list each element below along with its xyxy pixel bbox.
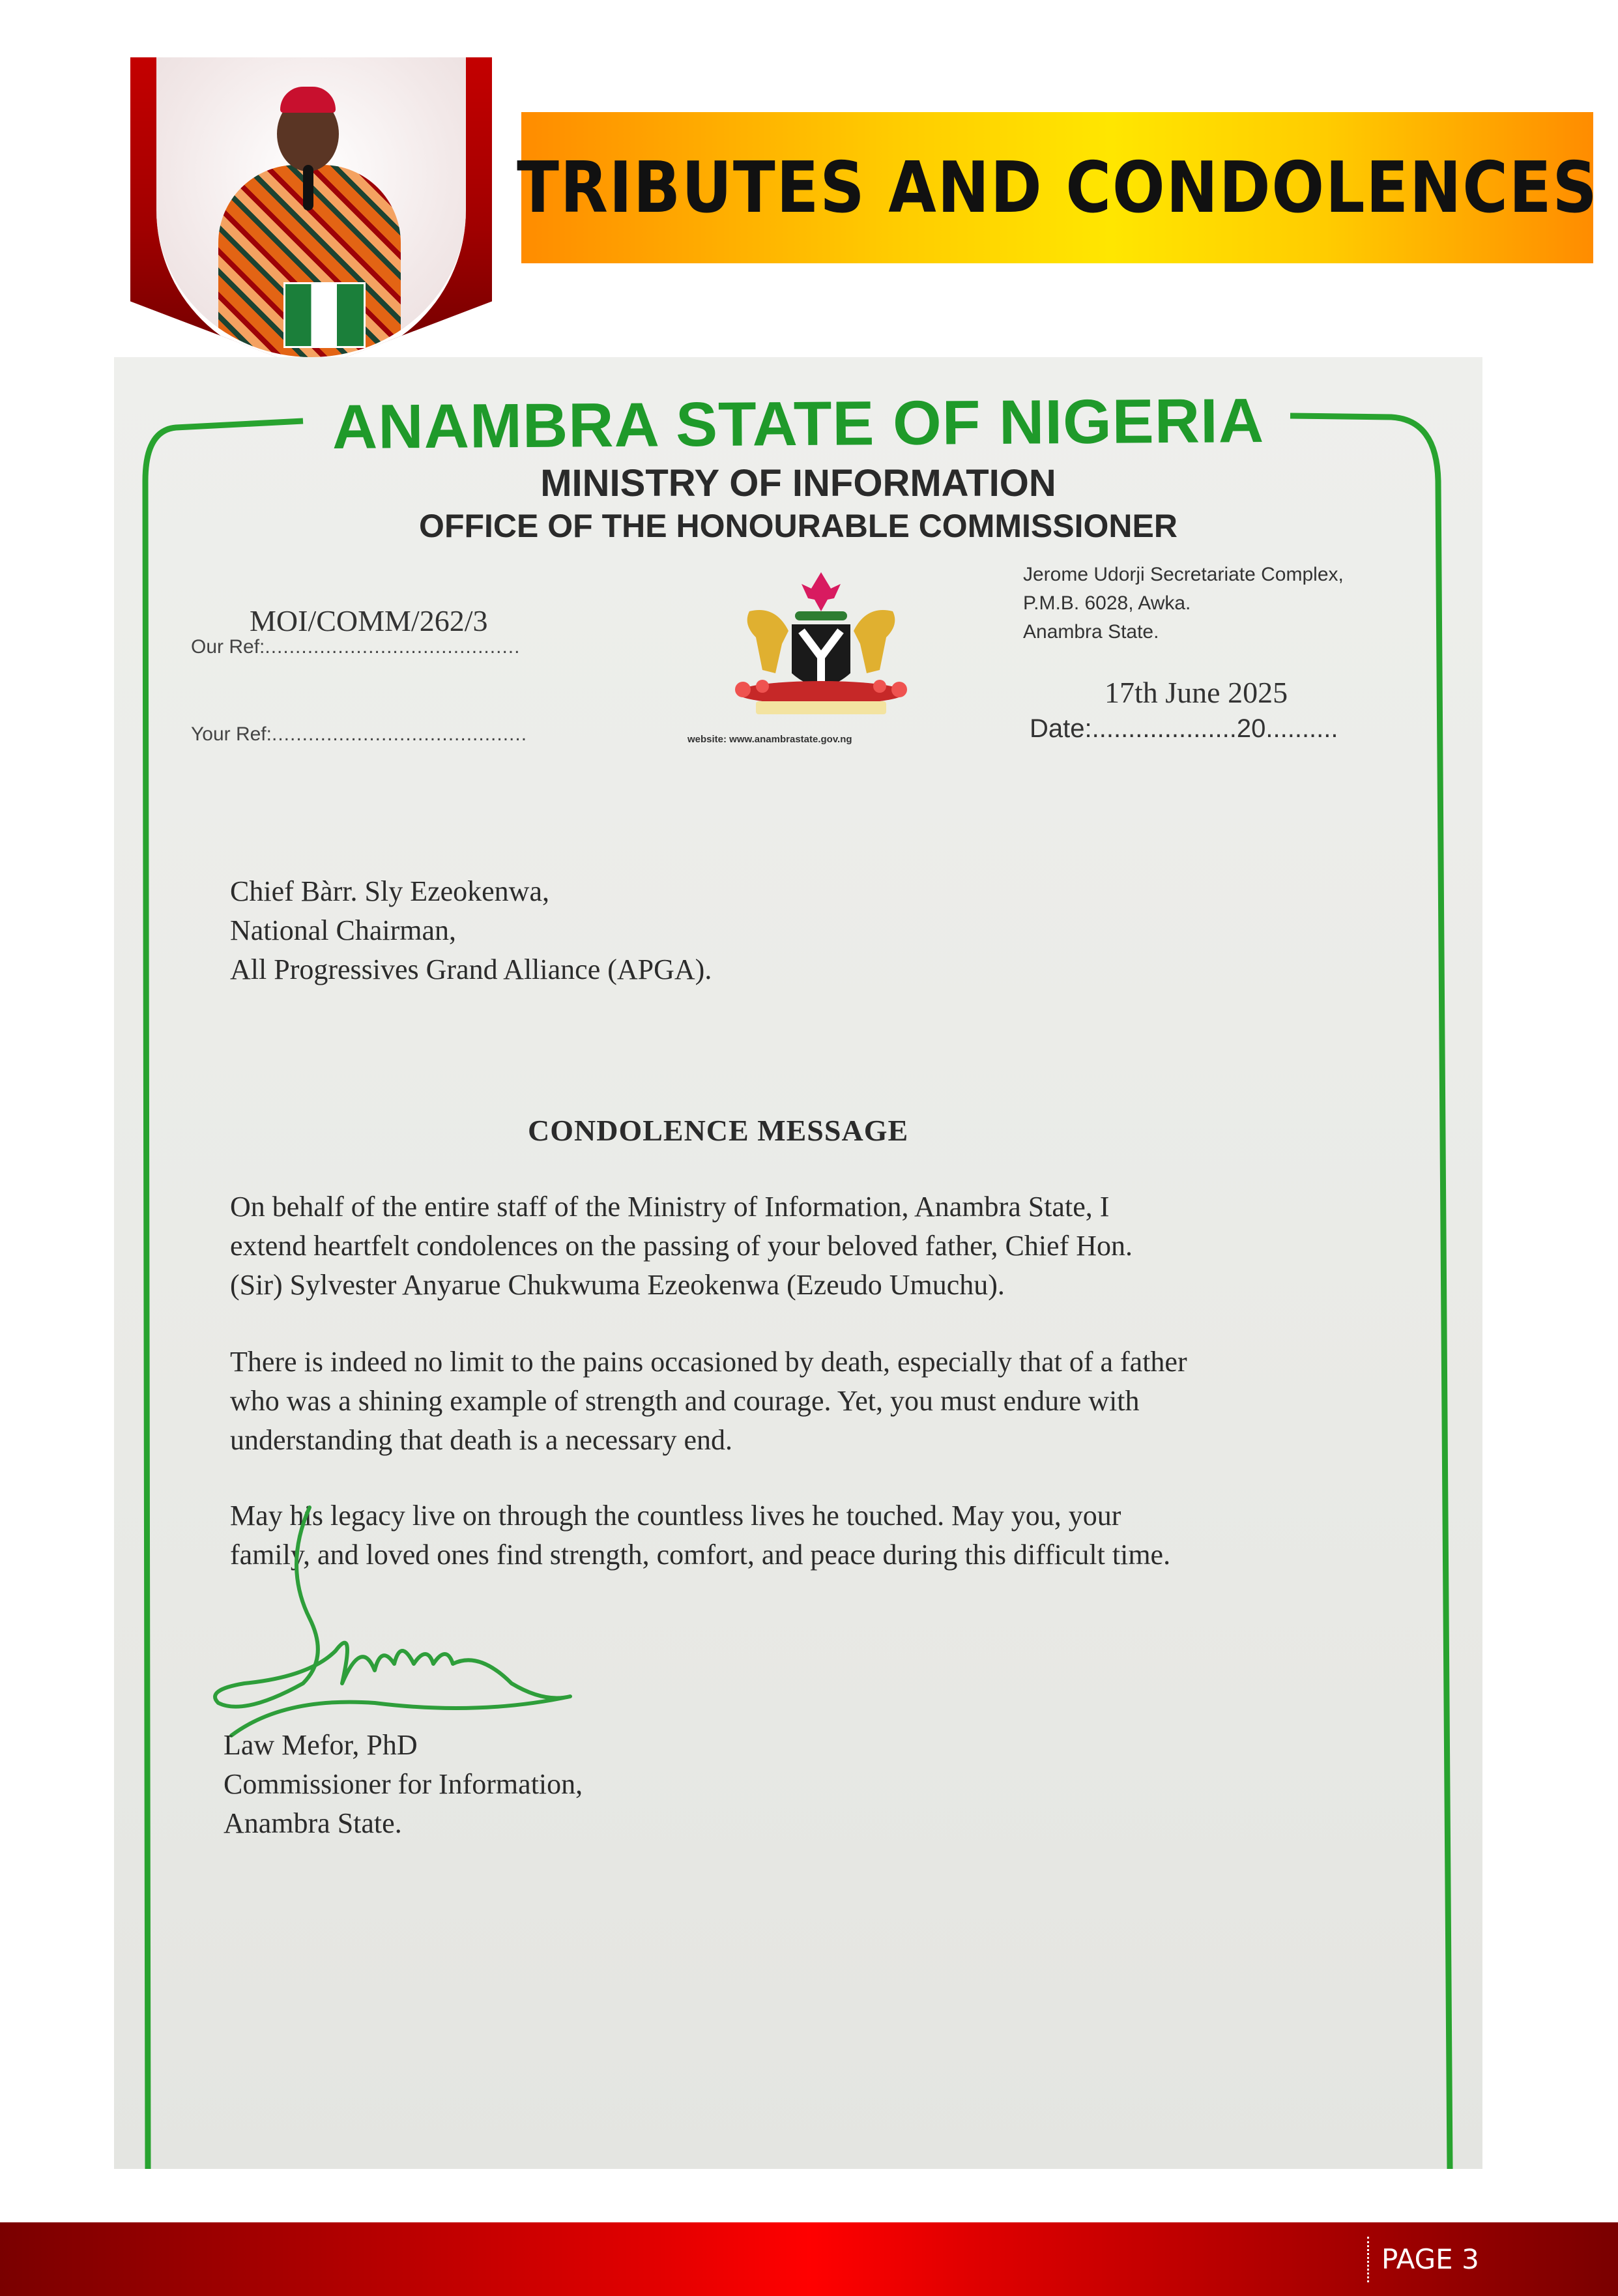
paragraph-line: May his legacy live on through the countless lives he touched. May you, your — [230, 1500, 1121, 1532]
letter-date: 17th June 2025 — [1105, 676, 1288, 709]
signatory-block — [224, 1726, 583, 1843]
letterhead-office: OFFICE OF THE HONOURABLE COMMISSIONER — [419, 508, 1177, 544]
date-label: Date: — [1030, 714, 1092, 743]
our-ref-field: Our Ref:.......................................... — [191, 636, 521, 658]
your-ref-label: Your Ref: — [191, 723, 272, 745]
signatory-line: Anambra State. — [224, 1807, 402, 1839]
paragraph-line: who was a shining example of strength and courage. Yet, you must endure with — [230, 1385, 1140, 1417]
footer-divider — [1367, 2237, 1369, 2282]
paragraph-line: family, and loved ones find strength, comfort, and peace during this difficult time. — [230, 1539, 1171, 1571]
paragraph-1 — [230, 1187, 1133, 1305]
address-line: Anambra State. — [1023, 621, 1159, 643]
our-ref-label: Our Ref: — [191, 636, 265, 658]
paragraph-line: There is indeed no limit to the pains occasioned by death, especially that of a father — [230, 1346, 1187, 1378]
letter-heading: CONDOLENCE MESSAGE — [528, 1114, 909, 1147]
paragraph-line: (Sir) Sylvester Anyarue Chukwuma Ezeokenwa (Ezeudo Umuchu). — [230, 1269, 1005, 1301]
paragraph-line: extend heartfelt condolences on the passing of your beloved father, Chief Hon. — [230, 1230, 1133, 1262]
speaker-photo — [156, 57, 466, 365]
ministry-address — [1023, 560, 1344, 647]
date-century: 20 — [1236, 714, 1266, 743]
signatory-line: Law Mefor, PhD — [224, 1729, 418, 1761]
recipient-line: Chief Bàrr. Sly Ezeokenwa, — [230, 875, 549, 907]
date-field: Date:....................20.......... — [1030, 714, 1338, 743]
handwritten-signature — [205, 1488, 583, 1762]
page-number: PAGE 3 — [1381, 2243, 1479, 2275]
letterhead-state: ANAMBRA STATE OF NIGERIA — [332, 386, 1265, 462]
coat-of-arms-icon — [704, 559, 938, 722]
signatory-line: Commissioner for Information, — [224, 1768, 583, 1800]
inset-photo — [283, 282, 366, 348]
condolence-letter — [114, 357, 1482, 2169]
our-ref-value: MOI/COMM/262/3 — [250, 604, 488, 637]
title-banner — [516, 112, 1598, 263]
your-ref-field: Your Ref:.......................................... — [191, 723, 528, 745]
page-title: TRIBUTES AND CONDOLENCES — [516, 147, 1598, 229]
address-line: P.M.B. 6028, Awka. — [1023, 592, 1191, 614]
microphone-icon — [303, 165, 313, 211]
paragraph-2 — [230, 1343, 1187, 1460]
recipient-line: National Chairman, — [230, 914, 457, 946]
recipient-block — [230, 872, 712, 989]
speaker-red-cap — [280, 87, 336, 113]
website-url: website: www.anambrastate.gov.ng — [687, 734, 852, 745]
recipient-line: All Progressives Grand Alliance (APGA). — [230, 953, 712, 985]
paragraph-line: understanding that death is a necessary end. — [230, 1424, 732, 1456]
address-line: Jerome Udorji Secretariate Complex, — [1023, 564, 1344, 585]
letterhead-ministry: MINISTRY OF INFORMATION — [540, 462, 1056, 504]
speaker-portrait-badge — [130, 57, 492, 370]
paragraph-line: On behalf of the entire staff of the Ministry of Information, Anambra State, I — [230, 1191, 1110, 1223]
footer-bar — [0, 2222, 1618, 2296]
